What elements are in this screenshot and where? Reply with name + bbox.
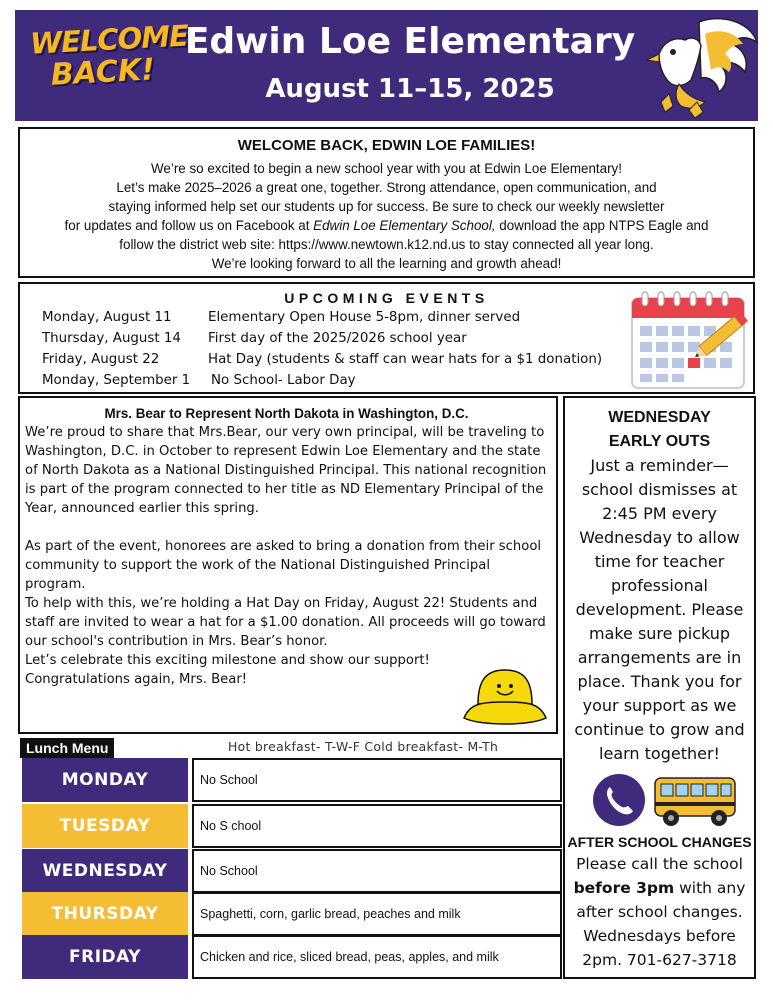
welcome-line: We’re looking forward to all the learning and growth ahead!: [211, 256, 562, 271]
welcome-line: We’re so excited to begin a new school year with you at Edwin Loe Elementary!: [151, 161, 622, 176]
lunch-meal: Chicken and rice, sliced bread, peas, apples, and milk: [192, 935, 562, 979]
lunch-row: [22, 935, 562, 979]
event-description: No School- Labor Day: [211, 373, 356, 388]
article-paragraph: To help with this, we’re holding a Hat Day on Friday, August 22! Students and staff are invited to wear a hat for a $1.00 donation. All proceeds will go toward our school's contribution in Mrs. Bear’s honor.: [25, 596, 546, 649]
principal-article: [18, 396, 558, 734]
phone-icon: [593, 774, 645, 826]
article-paragraph: We’re proud to share that Mrs.Bear, our very own principal, will be traveling to Washington, D.C. in October to represent Edwin Loe Elementary and the state of North Dakota as a National Distinguished Principal. This national recognition is part of the program connected to her title as ND Elementary Principal of the Year, announced earlier this spring.: [25, 425, 547, 516]
after-school-text: [565, 852, 754, 972]
early-outs-title-line: WEDNESDAY: [608, 409, 711, 426]
eagle-mascot-icon: [639, 14, 759, 120]
welcome-message-box: [18, 127, 755, 278]
welcome-text: for updates and follow us on Facebook at: [64, 218, 314, 233]
after-school-text-part: with any after school changes. Wednesdays before 2pm. 701-627-3718: [576, 879, 746, 969]
lunch-day: FRIDAY: [22, 935, 188, 979]
lunch-row: [22, 849, 562, 893]
breakfast-note: Hot breakfast- T-W-F Cold breakfast- M-Th: [228, 739, 499, 754]
welcome-line-facebook: [20, 216, 753, 235]
lunch-day: TUESDAY: [22, 804, 188, 848]
school-name: Edwin Loe Elementary: [184, 21, 636, 62]
lunch-meal: No School: [192, 758, 562, 802]
lunch-row: [22, 892, 562, 936]
welcome-line: staying informed help set our students up for success. Be sure to check our weekly newsletter: [108, 199, 665, 214]
lunch-row: [22, 804, 562, 848]
early-outs-text: Just a reminder—school dismisses at 2:45 PM every Wednesday to allow time for teacher professional development. Please make sure pickup arrangements are in place. Thank you for your support as we continue to grow and learn together!: [574, 456, 745, 763]
lunch-meal: Spaghetti, corn, garlic bread, peaches and milk: [192, 892, 562, 936]
welcome-line-website: follow the district web site: https://www.newtown.k12.nd.us to stay connected all year long.: [119, 237, 654, 252]
welcome-text: download the app NTPS Eagle and: [495, 218, 709, 233]
lunch-menu-label: Lunch Menu: [20, 738, 114, 758]
event-description: First day of the 2025/2026 school year: [208, 331, 467, 346]
facebook-page-name: Edwin Loe Elementary School,: [313, 218, 496, 233]
article-heading: Mrs. Bear to Represent North Dakota in Washington, D.C.: [104, 406, 469, 421]
early-outs-title-line: EARLY OUTS: [608, 433, 711, 450]
calendar-icon: [628, 288, 758, 392]
school-bus-icon: [653, 772, 739, 828]
article-paragraph: Let’s celebrate this exciting milestone and show our support!: [25, 653, 430, 668]
event-description: Elementary Open House 5-8pm, dinner served: [208, 310, 521, 325]
welcome-line2: BACK!: [49, 52, 156, 93]
bucket-hat-icon: [460, 666, 550, 730]
call-deadline: before 3pm: [573, 879, 675, 897]
event-date: Friday, August 22: [42, 352, 160, 367]
lunch-day: THURSDAY: [22, 892, 188, 936]
event-date: Monday, September 1: [42, 373, 191, 388]
after-school-text-part: Please call the school: [576, 855, 743, 873]
welcome-line1: WELCOME: [29, 18, 189, 61]
lunch-meal: No S chool: [192, 804, 562, 848]
event-date: Monday, August 11: [42, 310, 172, 325]
event-row: [42, 373, 356, 388]
welcome-back-graphic: [29, 18, 189, 93]
event-date: Thursday, August 14: [42, 331, 181, 346]
welcome-heading: WELCOME BACK, EDWIN LOE FAMILIES!: [237, 137, 536, 154]
header-banner: [15, 10, 758, 121]
after-school-title: AFTER SCHOOL CHANGES: [567, 834, 752, 850]
sidebar: [563, 396, 756, 979]
event-description: Hat Day (students & staff can wear hats for a $1 donation): [208, 352, 603, 367]
lunch-day: MONDAY: [22, 758, 188, 802]
article-paragraph: Congratulations again, Mrs. Bear!: [25, 672, 248, 687]
upcoming-events-box: [18, 282, 755, 394]
welcome-line: Let’s make 2025–2026 a great one, together. Strong attendance, open communication, and: [116, 180, 657, 195]
early-outs-title: [565, 406, 754, 454]
sidebar-icons: [565, 770, 754, 830]
event-row: [42, 331, 467, 346]
event-dates: August 11–15, 2025: [265, 74, 555, 104]
event-row: [42, 310, 520, 325]
lunch-day: WEDNESDAY: [22, 849, 188, 893]
article-paragraph: As part of the event, honorees are asked to bring a donation from their school community to support the work of the National Distinguished Principal program.: [25, 539, 542, 592]
events-heading: UPCOMING EVENTS: [284, 290, 489, 306]
lunch-row: [22, 758, 562, 802]
lunch-meal: No School: [192, 849, 562, 893]
event-row: [42, 352, 602, 367]
